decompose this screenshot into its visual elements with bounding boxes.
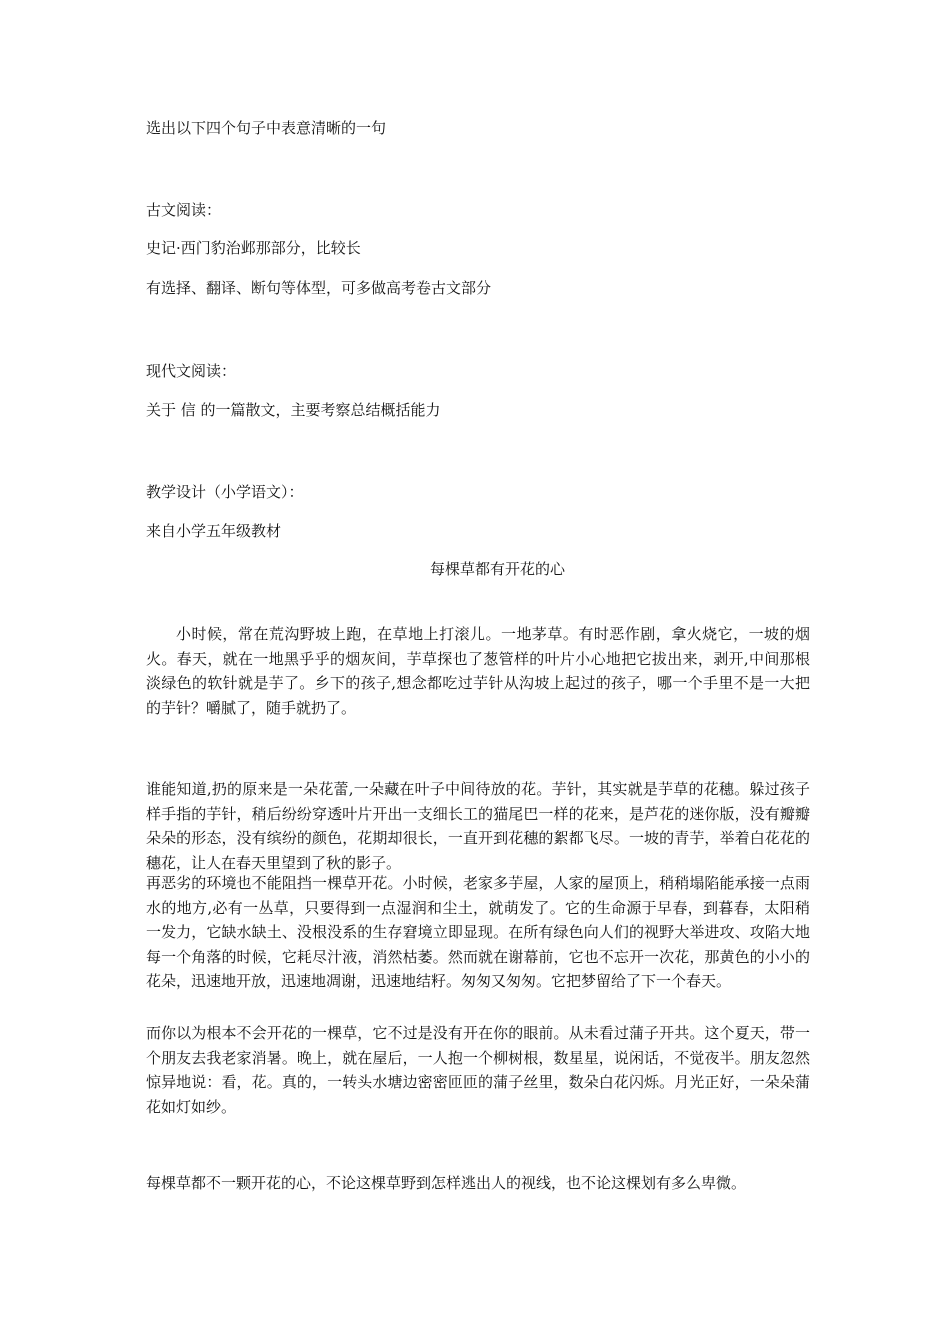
modern-reading-line-1: 关于 信 的一篇散文，主要考察总结概括能力 — [146, 401, 441, 419]
modern-reading-heading: 现代文阅读： — [146, 362, 237, 380]
classical-reading-line-2: 有选择、翻译、断句等体型，可多做高考卷古文部分 — [146, 279, 492, 297]
essay-paragraph-1: 小时候，常在荒沟野坡上跑，在草地上打滚儿。一地茅草。有时恶作剧，拿火烧它，一坡的烟火。春天，就在一地黑乎乎的烟灰间，芋草探也了葱管样的叶片小心地把它拔出来，剥开,中间那根淡绿色的软针就是芋了。乡下的孩子,想念都吃过芋针从沟坡上起过的孩子，哪一个手里不是一大把的芋针？嚼腻了，随手就扔了。 — [146, 625, 810, 717]
essay-paragraph-3: 再恶劣的环境也不能阻挡一棵草开花。小时候，老家多芋屋，人家的屋顶上，稍稍塌陷能承接一点雨水的地方,必有一丛草，只要得到一点湿润和尘土，就萌发了。它的生命源于早春，到暮春，太阳稍一发力，它缺水缺土、没根没系的生存窘境立即显现。在所有绿色向人们的视野大举进攻、攻陷大地每一个角落的时候，它耗尽汁液，消然枯萎。然而就在谢幕前，它也不忘开一次花，那黄色的小小的花朵，迅速地开放，迅速地凋谢，迅速地结籽。匆匆又匆匆。它把梦留给了下一个春天。 — [146, 874, 810, 990]
question-line: 选出以下四个句子中表意清晰的一句 — [146, 119, 387, 137]
essay-paragraph-5: 每棵草都不一颗开花的心，不论这棵草野到怎样逃出人的视线，也不论这棵划有多么卑微。 — [146, 1174, 747, 1192]
classical-reading-line-1: 史记·西门豹治邺那部分，比较长 — [146, 239, 361, 257]
teaching-design-line-1: 来自小学五年级教材 — [146, 522, 282, 540]
teaching-design-heading: 教学设计（小学语文）： — [146, 483, 304, 501]
essay-paragraph-4: 而你以为根本不会开花的一棵草，它不过是没有开在你的眼前。从未看过蒲子开共。这个夏天，带一个朋友去我老家消暑。晚上，就在屋后，一人抱一个柳树根，数星星，说闲话，不觉夜半。朋友忽然惊异地说：看，花。真的，一转头水塘边密密匝匝的蒲子丝里，数朵白花闪烁。月光正好，一朵朵蒲花如灯如纱。 — [146, 1024, 810, 1116]
essay-title: 每棵草都有开花的心 — [429, 560, 565, 578]
classical-reading-heading: 古文阅读： — [146, 201, 222, 219]
essay-paragraph-2: 谁能知道,扔的原来是一朵花蕾,一朵藏在叶子中间待放的花。芋针，其实就是芋草的花穗。躲过孩子样手指的芋针，稍后纷纷穿透叶片开出一支细长工的猫尾巴一样的花来，是芦花的迷你版，没有瓣瓣朵朵的形态，没有缤纷的颜色，花期却很长，一直开到花穗的絮都飞尽。一坡的青芋，举着白花花的穗花，让人在春天里望到了秋的影子。 — [146, 780, 810, 872]
